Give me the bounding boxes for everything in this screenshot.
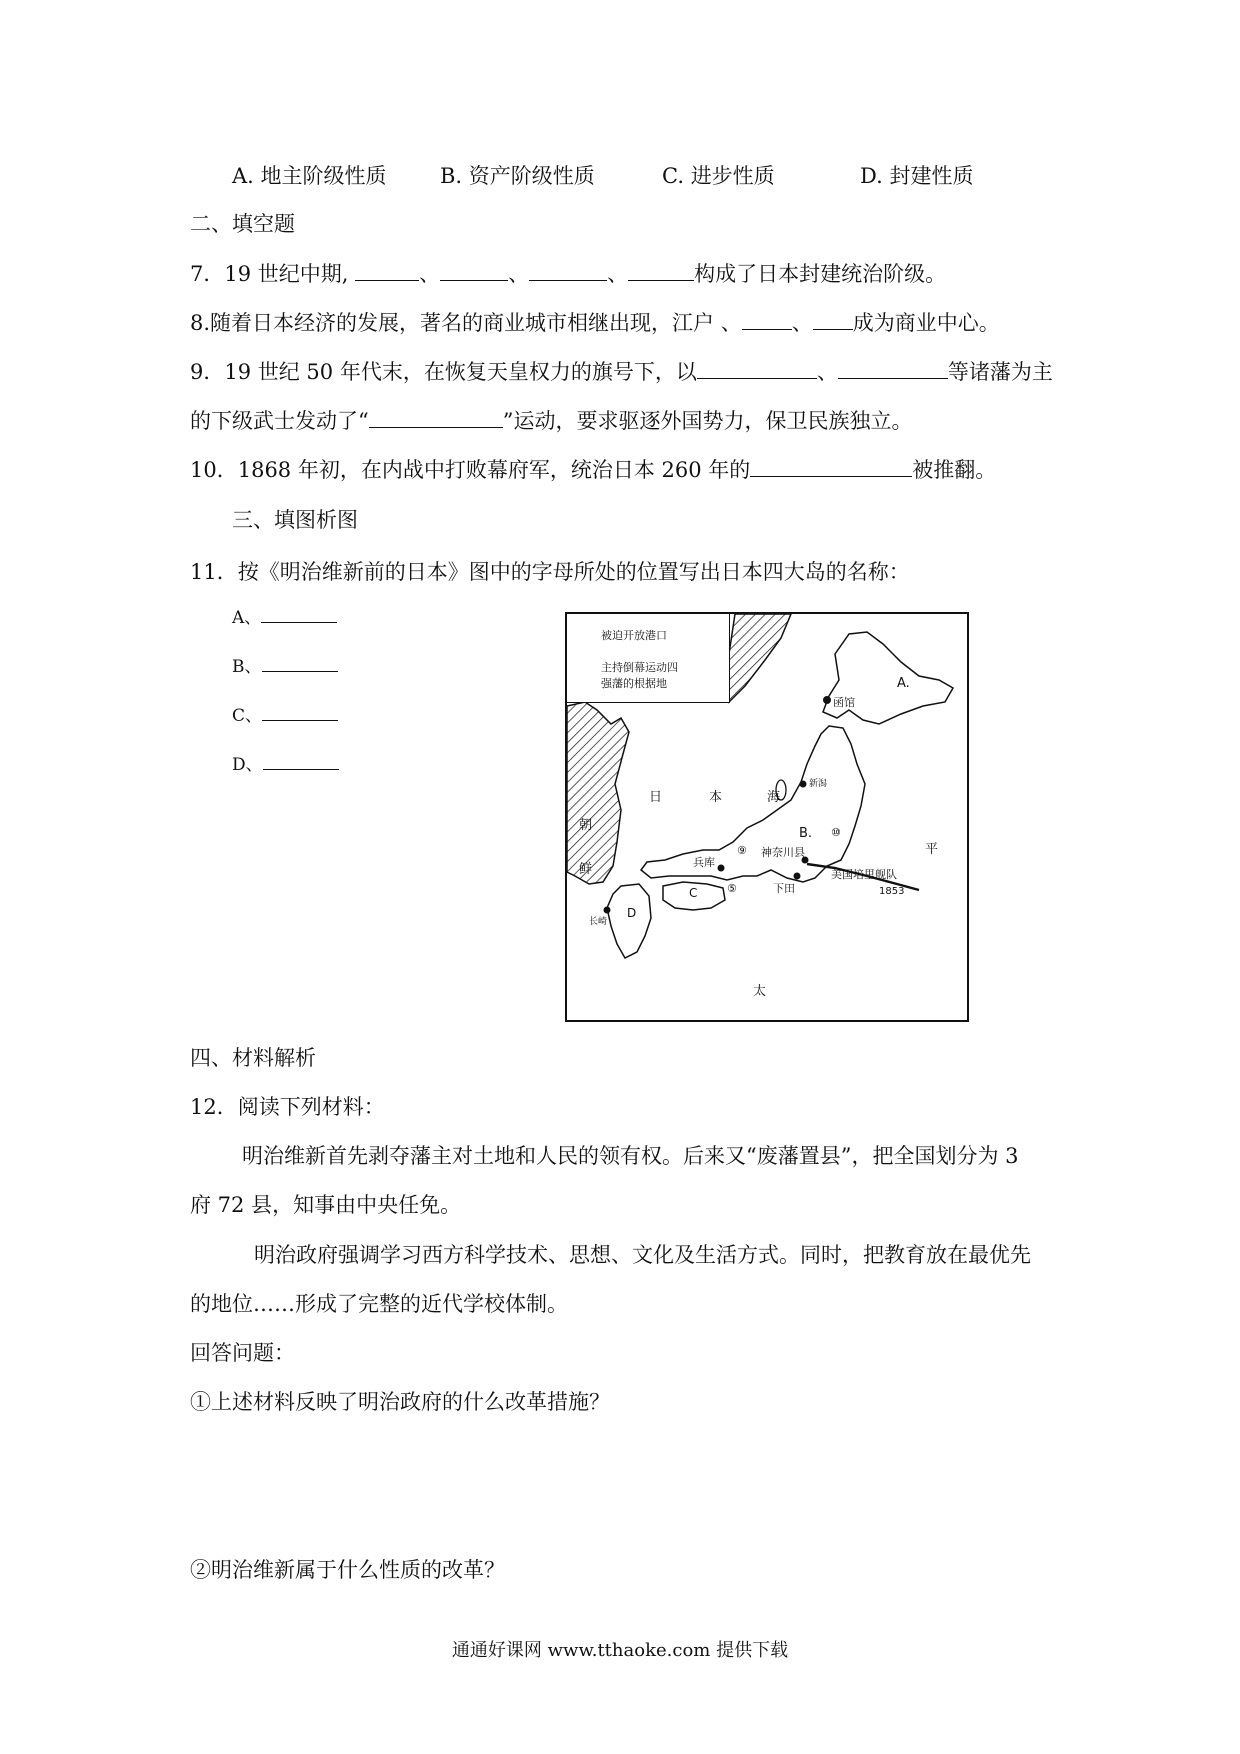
question-7: 7．19 世纪中期, 、 、 、 构成了日本封建统治阶级。 (190, 262, 947, 286)
answer-prompt: 回答问题： (190, 1341, 295, 1365)
legend-base-text-2: 强藩的根据地 (601, 677, 667, 690)
q9-blank-2[interactable] (838, 358, 948, 379)
korea-label-1: 朝 (579, 818, 593, 833)
label-hakodate: 函馆 (833, 696, 855, 709)
label-circle-10: ⑩ (831, 826, 841, 839)
sea-label-1: 日 (649, 790, 663, 805)
korea-peninsula (567, 702, 629, 884)
question-9-line-2: 的下级武士发动了“ ”运动，要求驱逐外国势力，保卫民族独立。 (190, 409, 913, 433)
sea-label-3: 海 (767, 790, 781, 805)
q6-option-c: C. 进步性质 (662, 164, 775, 188)
q12-paragraph-1-line-1: 明治维新首先剥夺藩主对土地和人民的领有权。后来又“废藩置县”，把全国划分为 3 (242, 1144, 1019, 1168)
label-nagasaki: 长崎 (589, 917, 608, 927)
pacific-label-2: 平 (925, 842, 939, 857)
island-label-d: D (627, 906, 637, 920)
island-kyushu (607, 884, 651, 958)
label-circle-9: ⑨ (737, 844, 747, 857)
q10-blank[interactable] (750, 456, 912, 477)
label-year: 1853 (879, 886, 905, 897)
q11-answer-d: D、 (232, 750, 339, 780)
label-kanagawa: 神奈川县 (761, 846, 805, 859)
island-label-a: A. (897, 676, 910, 691)
map-legend (567, 614, 730, 703)
section-fill-blank: 二、填空题 (190, 212, 295, 236)
question-9-line-1: 9．19 世纪 50 年代末，在恢复天皇权力的旗号下，以 、 等诸藩为主 (190, 360, 1053, 384)
q8-blank-2[interactable] (813, 309, 853, 330)
q12-paragraph-1-line-2: 府 72 县，知事由中央任免。 (190, 1193, 462, 1217)
q7-blank-2[interactable] (440, 260, 508, 281)
sea-label-2: 本 (709, 790, 723, 805)
korea-label-2: 鲜 (579, 862, 593, 877)
island-honshu (641, 726, 865, 882)
q11-blank-b[interactable] (262, 653, 338, 672)
q12-paragraph-2-line-1: 明治政府强调学习西方科学技术、思想、文化及生活方式。同时，把教育放在最优先 (254, 1243, 1031, 1267)
page-footer: 通通好课网 www.tthaoke.com 提供下载 (451, 1640, 789, 1661)
label-circle-5: ⑤ (727, 882, 737, 895)
port-hakodate (823, 696, 831, 704)
q12-paragraph-2-line-2: 的地位……形成了完整的近代学校体制。 (190, 1292, 568, 1316)
port-niigata (800, 781, 807, 788)
q6-option-d: D. 封建性质 (860, 164, 974, 188)
q11-blank-d[interactable] (263, 751, 339, 770)
question-12-title: 12．阅读下列材料： (190, 1095, 385, 1119)
port-nagasaki (604, 907, 611, 914)
port-shimoda (794, 873, 801, 880)
label-hyogo: 兵库 (693, 856, 715, 869)
q11-answer-b: B、 (232, 652, 338, 682)
q6-option-b: B. 资产阶级性质 (440, 164, 595, 188)
q11-answer-a: A、 (232, 603, 337, 633)
q6-option-a: A. 地主阶级性质 (232, 164, 387, 188)
port-hyogo (718, 865, 725, 872)
q12-sub-question-1: ①上述材料反映了明治政府的什么改革措施？ (190, 1390, 610, 1414)
pacific-label-1: 太 (753, 984, 767, 999)
q7-blank-3[interactable] (529, 260, 607, 281)
label-perry-fleet: 美国培里舰队 (831, 868, 897, 881)
question-11: 11．按《明治维新前的日本》图中的字母所处的位置写出日本四大岛的名称： (190, 560, 910, 584)
q9-blank-3[interactable] (369, 407, 503, 428)
label-niigata: 新潟 (809, 779, 828, 789)
q12-sub-question-2: ②明治维新属于什么性质的改革？ (190, 1558, 505, 1582)
q8-blank-1[interactable] (742, 309, 792, 330)
legend-port-text: 被迫开放港口 (601, 629, 667, 642)
mainland-coast (729, 614, 791, 702)
q11-answer-c: C、 (232, 701, 338, 731)
question-8: 8.随着日本经济的发展，著名的商业城市相继出现，江户 、 、 成为商业中心。 (190, 311, 1000, 335)
island-label-b: B. (799, 826, 813, 841)
island-hokkaido (823, 632, 953, 724)
legend-base-text-1: 主持倒幕运动四 (601, 661, 678, 674)
q9-blank-1[interactable] (697, 358, 817, 379)
q11-blank-a[interactable] (261, 604, 337, 623)
q11-blank-c[interactable] (262, 702, 338, 721)
label-shimoda: 下田 (773, 882, 795, 895)
japan-map (565, 612, 969, 1022)
section-map-analysis: 三、填图析图 (232, 508, 358, 532)
q7-blank-1[interactable] (355, 260, 419, 281)
section-material: 四、材料解析 (190, 1046, 316, 1070)
question-10: 10．1868 年初，在内战中打败幕府军，统治日本 260 年的 被推翻。 (190, 458, 997, 482)
q7-blank-4[interactable] (628, 260, 694, 281)
island-label-c: C (689, 886, 698, 900)
